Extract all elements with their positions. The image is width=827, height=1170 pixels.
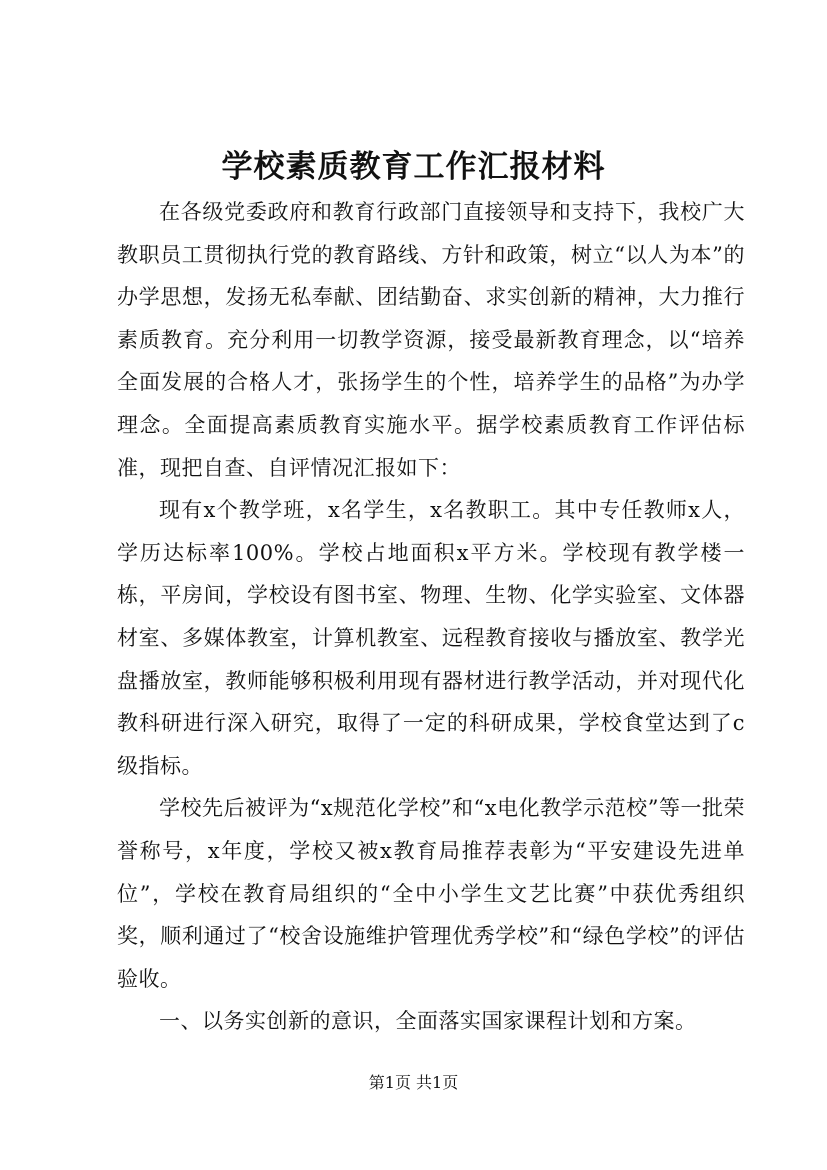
paragraph-honors: 学校先后被评为“x规范化学校”和“x电化教学示范校”等一批荣誉称号，x年度，学校又被x教育局推荐表彰为“平安建设先进单位”，学校在教育局组织的“全中小学生文艺比赛”中获优秀组织奖，顺利通过了“校舍设施维护管理优秀学校”和“绿色学校”的评估验收。 [117,796,745,991]
paragraph-section-heading-1: 一、以务实创新的意识，全面落实国家课程计划和方案。 [159,1009,697,1034]
page-number-footer: 第1页 共1页 [368,1073,459,1092]
paragraph-intro: 在各级党委政府和教育行政部门直接领导和支持下，我校广大教职员工贯彻执行党的教育路线、方针和政策，树立“以人为本”的办学思想，发扬无私奉献、团结勤奋、求实创新的精神，大力推行素质教育。充分利用一切教学资源，接受最新教育理念，以“培养全面发展的合格人才，张扬学生的个性，培养学生的品格”为办学理念。全面提高素质教育实施水平。据学校素质教育工作评估标准，现把自查、自评情况汇报如下： [117,200,745,480]
document-body [117,191,745,1043]
document-title: 学校素质教育工作汇报材料 [221,149,606,185]
paragraph-school-facilities: 现有x个教学班，x名学生，x名教职工。其中专任教师x人，学历达标率100%。学校占地面积x平方米。学校现有教学楼一栋，平房间，学校设有图书室、物理、生物、化学实验室、文体器材室、多媒体教室，计算机教室、远程教育接收与播放室、教学光盘播放室，教师能够积极利用现有器材进行教学活动，并对现代化教科研进行深入研究，取得了一定的科研成果，学校食堂达到了c级指标。 [117,498,745,778]
